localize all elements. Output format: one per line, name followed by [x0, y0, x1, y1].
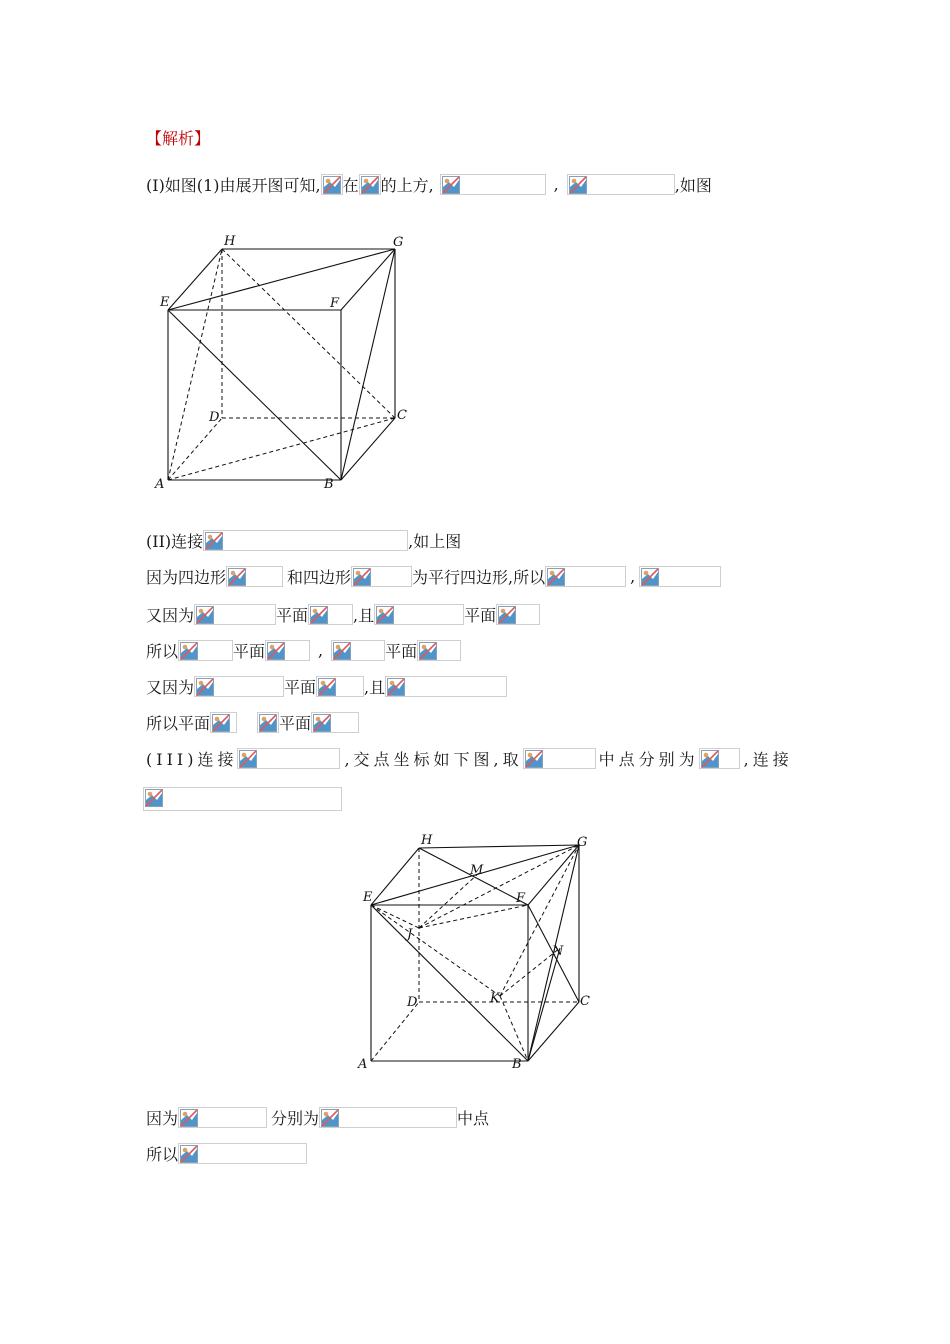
fig2-label-C: C — [580, 994, 590, 1009]
fig1-label-A: A — [155, 477, 165, 492]
text-segment: 为平行四边形,所以 — [412, 567, 546, 587]
text-segment: ,且 — [353, 605, 375, 625]
text-segment: 中点 — [457, 1108, 490, 1128]
fig2-label-N: N — [552, 944, 564, 959]
text-segment: 平面 — [276, 605, 309, 625]
formula-image — [178, 1107, 267, 1128]
text-segment: , — [318, 640, 324, 660]
text-segment: 和四边形 — [287, 567, 352, 587]
text-segment: ,连接 — [743, 749, 793, 769]
text-segment: 所以 — [146, 641, 179, 661]
fig2-label-H: H — [421, 833, 433, 848]
fig1-label-G: G — [393, 235, 404, 250]
solution-heading: 【解析】 — [146, 128, 211, 148]
text-segment: 中点分别为 — [598, 749, 699, 769]
fig1-label-D: D — [209, 410, 220, 425]
fig2-label-J: J — [407, 927, 413, 942]
text-segment: 所以平面 — [146, 713, 211, 733]
fig2-label-F: F — [516, 891, 526, 906]
broken-image-icon — [321, 1109, 339, 1127]
fig2-label-G: G — [577, 835, 588, 850]
fig1-label-H: H — [224, 234, 236, 249]
part1-prefix: (I)如图(1)由展开图可知, — [146, 175, 321, 195]
part1-suffix: 的上方, — [380, 175, 434, 195]
text-segment: 平面 — [385, 641, 418, 661]
text-segment: (III)连接 — [146, 749, 238, 769]
fig2-label-M: M — [470, 863, 484, 878]
text-segment: (II)连接 — [146, 531, 204, 551]
text-segment: 因为 — [146, 1108, 179, 1128]
fig2-label-D: D — [407, 995, 418, 1010]
text-segment: 平面 — [233, 641, 266, 661]
broken-image-icon — [180, 1145, 198, 1163]
part4-line-2 — [146, 1140, 307, 1166]
part1-comma: , — [553, 174, 559, 194]
text-segment: 平面 — [284, 677, 317, 697]
fig1-label-E: E — [160, 295, 170, 310]
fig2-label-A: A — [358, 1057, 368, 1072]
part1-tail: ,如图 — [674, 175, 712, 195]
fig2-label-B: B — [512, 1057, 522, 1072]
fig2-label-E: E — [363, 890, 373, 905]
text-segment: 平面 — [279, 713, 312, 733]
text-segment: 又因为 — [146, 677, 195, 697]
part1-mid: 在 — [342, 175, 359, 195]
text-segment: 平面 — [464, 605, 497, 625]
fig1-label-B: B — [324, 477, 334, 492]
text-segment: 所以 — [146, 1144, 179, 1164]
text-segment: ,如上图 — [408, 531, 462, 551]
part4-line-1 — [146, 1104, 489, 1130]
fig2-label-K: K — [490, 991, 500, 1006]
formula-image — [319, 1107, 457, 1128]
text-segment: , — [630, 566, 636, 586]
fig1-label-C: C — [397, 408, 407, 423]
broken-image-icon — [180, 1109, 198, 1127]
text-segment: ,且 — [364, 677, 386, 697]
fig1-label-F: F — [330, 296, 340, 311]
text-segment: 分别为 — [271, 1108, 320, 1128]
text-segment: 因为四边形 — [146, 567, 227, 587]
text-segment: 又因为 — [146, 605, 195, 625]
formula-image — [178, 1143, 307, 1164]
text-segment: ,交点坐标如下图,取 — [344, 749, 523, 769]
